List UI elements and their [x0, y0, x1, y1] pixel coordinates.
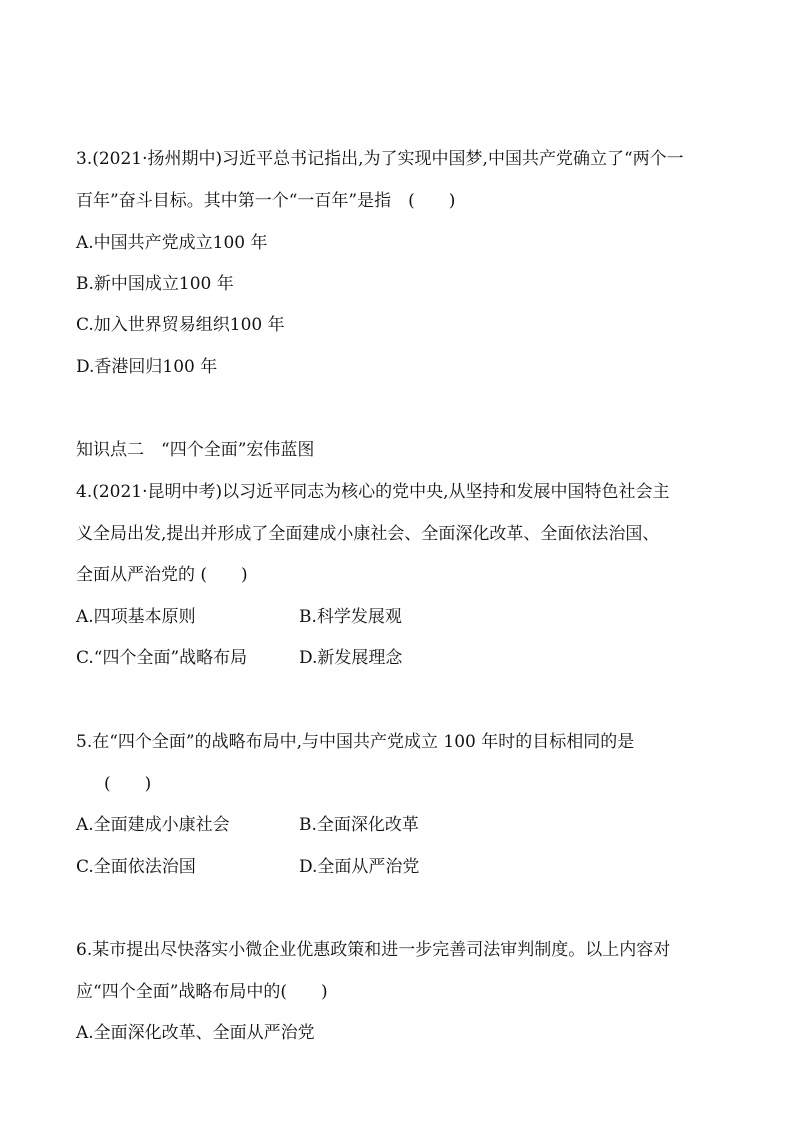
q6-option-a: A.全面深化改革、全面从严治党: [76, 1023, 315, 1043]
q5-option-b: B.全面深化改革: [299, 815, 419, 835]
q5-option-a: A.全面建成小康社会: [76, 815, 230, 835]
q5-stem-line2: ( ): [104, 774, 152, 794]
q5-stem-line1: 5.在“四个全面”的战略布局中,与中国共产党成立 100 年时的目标相同的是: [76, 732, 635, 752]
q6-stem-line1: 6.某市提出尽快落实小微企业优惠政策和进一步完善司法审判制度。以上内容对: [76, 940, 671, 960]
q3-stem-line2: 百年”奋斗目标。其中第一个“一百年”是指 ( ): [76, 191, 456, 211]
q4-stem-line1: 4.(2021·昆明中考)以习近平同志为核心的党中央,从坚持和发展中国特色社会主: [76, 482, 670, 502]
q4-stem-line3: 全面从严治党的 ( ): [76, 565, 248, 585]
q3-option-c: C.加入世界贸易组织100 年: [76, 315, 285, 335]
q3-option-d: D.香港回归100 年: [76, 357, 218, 377]
q4-option-a: A.四项基本原则: [76, 607, 196, 627]
q3-option-a: A.中国共产党成立100 年: [76, 233, 268, 253]
q6-stem-line2: 应“四个全面”战略布局中的( ): [76, 982, 328, 1002]
q3-option-b: B.新中国成立100 年: [76, 274, 234, 294]
section-heading-2: 知识点二 “四个全面”宏伟蓝图: [76, 440, 315, 460]
q3-stem-line1: 3.(2021·扬州期中)习近平总书记指出,为了实现中国梦,中国共产党确立了“两个一: [76, 149, 684, 169]
q5-option-c: C.全面依法治国: [76, 857, 196, 877]
q4-stem-line2: 义全局出发,提出并形成了全面建成小康社会、全面深化改革、全面依法治国、: [76, 524, 660, 544]
q4-option-d: D.新发展理念: [299, 648, 403, 668]
q4-option-b: B.科学发展观: [299, 607, 402, 627]
q4-option-c: C.“四个全面”战略布局: [76, 648, 248, 668]
q5-option-d: D.全面从严治党: [299, 857, 420, 877]
